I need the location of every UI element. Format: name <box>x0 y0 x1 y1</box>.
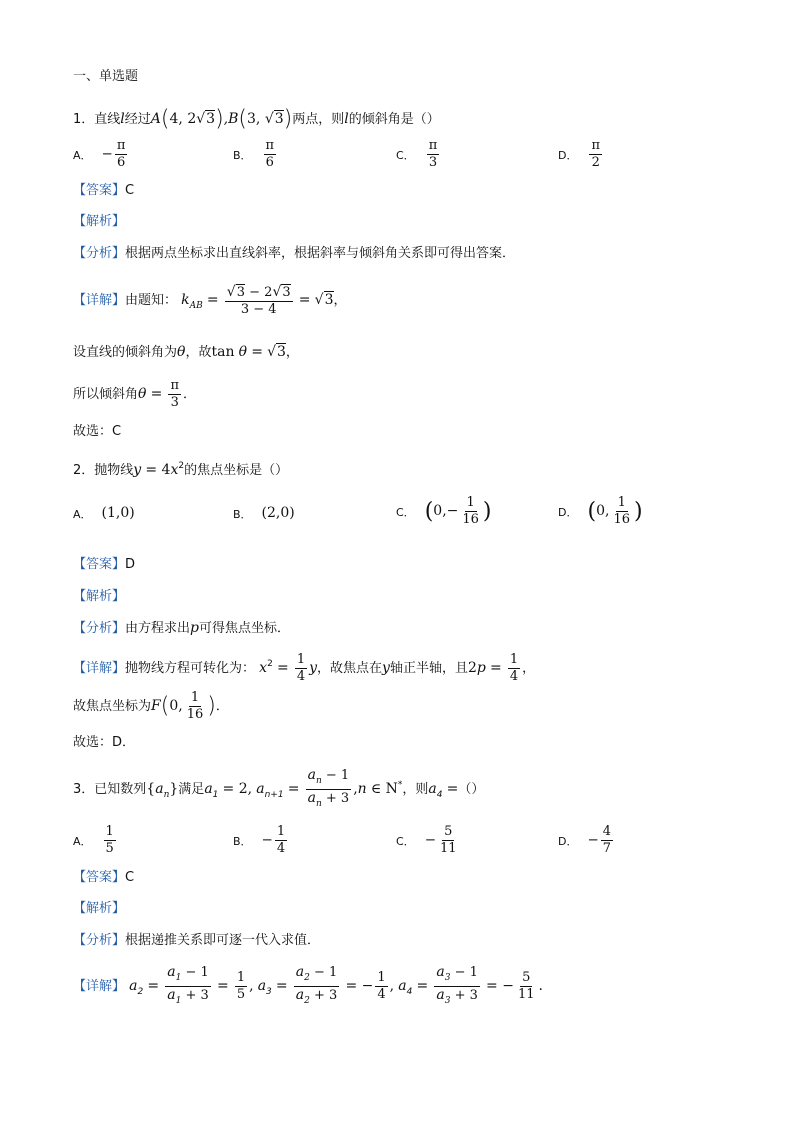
q2-line2: 故焦点坐标为F(0, $\frac{1}{16}$ )． <box>73 690 229 722</box>
q1-option-c[interactable]: C． $\frac{\pi}{3}$ <box>396 138 438 170</box>
q1-option-a[interactable]: A． − $\frac{\pi}{6}$ <box>73 138 126 170</box>
q1-line3: 所以倾斜角θ = $\frac{\pi}{3}$ ． <box>73 378 197 410</box>
q2-option-a[interactable]: A． (1,0) <box>73 505 135 521</box>
q2-xiangjie: 【详解】抛物线方程可转化为： $x^2$ = $\frac{1}{4}$ y，故焦点在y轴正半轴，且2p = $\frac{1}{4}$ ， <box>73 652 536 684</box>
q3-option-a[interactable]: A． $\frac{1}{5}$ <box>73 824 114 856</box>
q1-xiangjie: 【详解】由题知： $k_{AB}$ = $\frac{√3 - 2√3}{3 - 4}$ = √3， <box>73 283 347 317</box>
question-3-stem: 3．已知数列$\{a_n\}$满足$a_1 = 2$, $a_{n+1}$ = $\frac{a_n - 1}{a_n + 3}$ ,n ∈ N*，则$a_4$ =（） <box>73 767 485 809</box>
q3-option-c[interactable]: C． − $\frac{5}{11}$ <box>396 824 457 856</box>
q2-analysis-tag: 【解析】 <box>73 589 126 604</box>
q2-option-c[interactable]: C． (0,− $\frac{1}{16}$ ) <box>396 495 492 527</box>
q1-fenxi: 【分析】根据两点坐标求出直线斜率，根据斜率与倾斜角关系即可得出答案． <box>73 246 516 261</box>
q3-option-d[interactable]: D． − $\frac{4}{7}$ <box>558 824 612 856</box>
q1-answer: 【答案】C <box>73 183 135 198</box>
q1-line2: 设直线的倾斜角为θ，故tan θ = √3， <box>73 344 299 360</box>
q3-option-b[interactable]: B． − $\frac{1}{4}$ <box>233 824 286 856</box>
question-2-stem: 2．抛物线$y = 4x^2$的焦点坐标是（） <box>73 461 289 478</box>
q2-answer: 【答案】D <box>73 557 136 572</box>
q1-option-d[interactable]: D． $\frac{\pi}{2}$ <box>558 138 601 170</box>
q2-fenxi: 【分析】由方程求出p可得焦点坐标． <box>73 620 291 636</box>
q1-analysis-tag: 【解析】 <box>73 214 126 229</box>
section-title: 一、单选题 <box>73 69 139 84</box>
q2-option-d[interactable]: D． (0, $\frac{1}{16}$ ) <box>558 495 643 527</box>
q2-choice: 故选：D． <box>73 735 136 750</box>
q2-option-b[interactable]: B． (2,0) <box>233 505 295 521</box>
q3-answer: 【答案】C <box>73 870 135 885</box>
q3-analysis-tag: 【解析】 <box>73 901 126 916</box>
q3-xiangjie: 【详解】 $a_2$ = $\frac{a_1 - 1}{a_1 + 3}$ = $\frac{1}{5}$ , $a_3$ = $\frac{a_2 - 1}{a_2 + 3}$ = − $\frac{1}{4}$ , $a_4$ = $\frac{a_3 - 1}{a_3 + 3}$ = − $\frac{5}{11}$ . <box>73 964 543 1006</box>
q1-choice: 故选：C <box>73 424 122 439</box>
question-1-stem: 1．直线l经过A(4, 2√3),B(3, √3)两点，则l的倾斜角是（） <box>73 106 440 132</box>
q1-option-b[interactable]: B． $\frac{\pi}{6}$ <box>233 138 275 170</box>
q3-fenxi: 【分析】根据递推关系即可逐一代入求值． <box>73 933 321 948</box>
